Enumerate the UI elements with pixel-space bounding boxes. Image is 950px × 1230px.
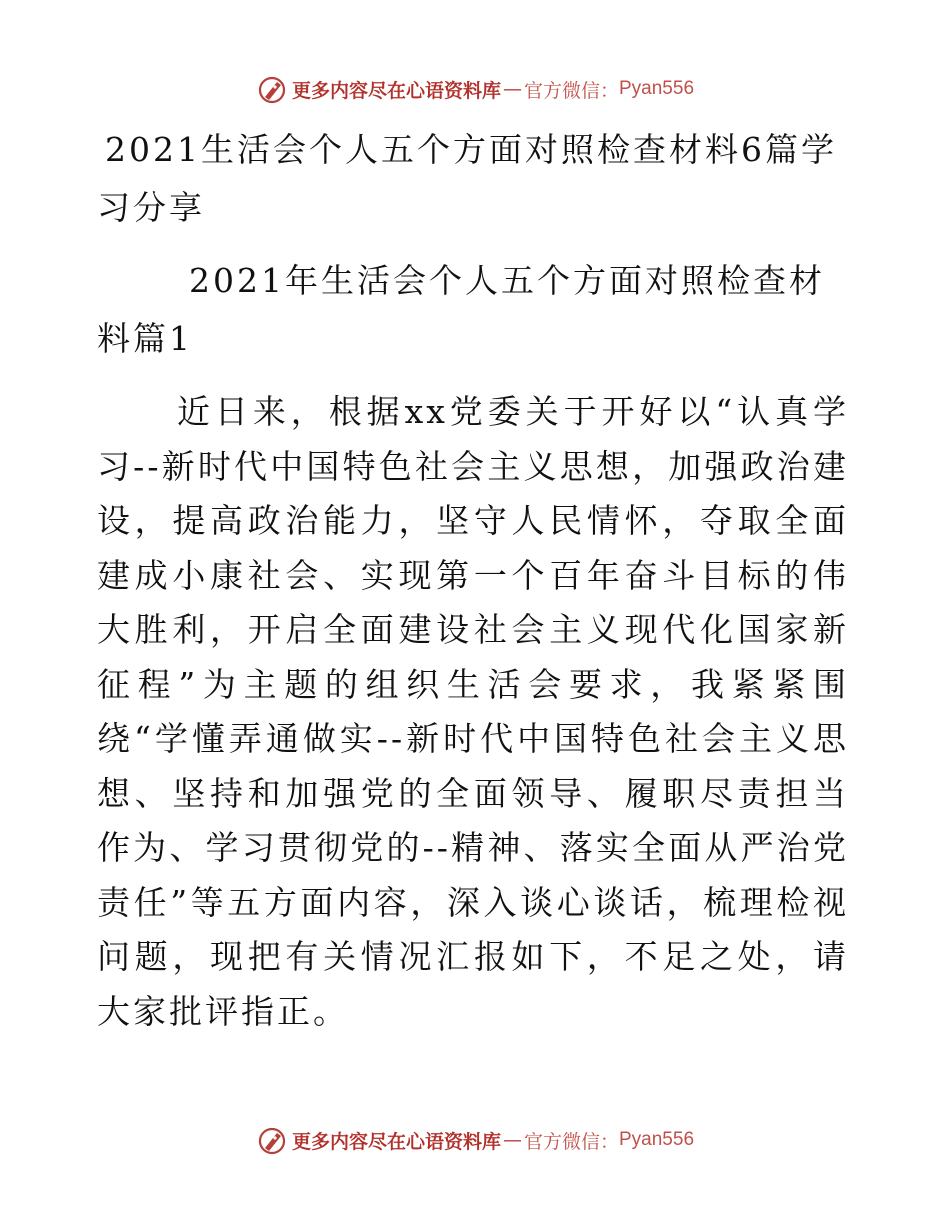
section-title: 2021年生活会个人五个方面对照检查材料篇1 [97,261,825,358]
watermark-wechat-id: Pyan556 [619,1129,695,1150]
watermark-wechat-id: Pyan556 [619,78,695,99]
body-paragraph: 近日来，根据xx党委关于开好以“认真学习--新时代中国特色社会主义思想，加强政治建设，提高政治能力，坚守人民情怀，夺取全面建成小康社会、实现第一个百年奋斗目标的伟大胜利，开启全面建设社会主义现代化国家新征程”为主题的组织生活会要求，我紧紧围绕“学懂弄通做实--新时代中国特色社会主义思想、坚持和加强党的全面领导、履职尽责担当作为、学习贯彻党的--精神、落实全面从严治党责任”等五方面内容，深入谈心谈话，梳理检视问题，现把有关情况汇报如下，不足之处，请大家批评指正。 [97,392,849,1031]
watermark-dash: — [502,1129,522,1151]
watermark-wechat-label: 官方微信： [523,1130,619,1153]
watermark-site-text: 更多内容尽在心语资料库 [291,79,501,102]
watermark-header [0,73,950,105]
pen-nib-icon [256,73,288,105]
watermark-site-text: 更多内容尽在心语资料库 [291,1130,501,1153]
pen-nib-icon [256,1124,288,1156]
watermark-wechat-label: 官方微信： [523,79,619,102]
watermark-dash: — [502,78,522,100]
document-title: 2021生活会个人五个方面对照检查材料6篇学习分享 [97,130,837,227]
watermark-footer [0,1124,950,1156]
